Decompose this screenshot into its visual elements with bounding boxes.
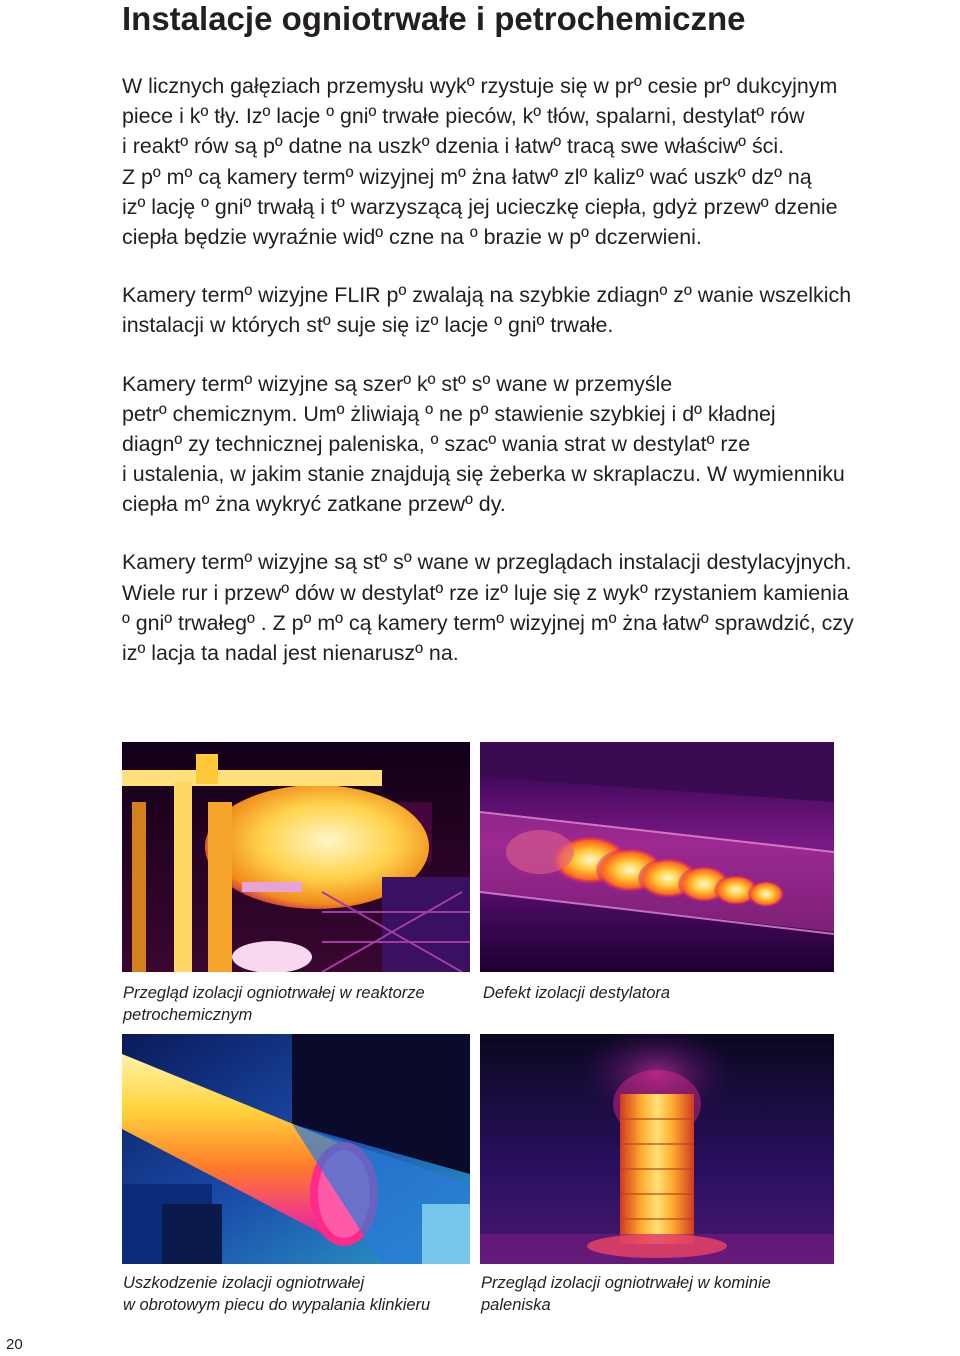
text-line: º gniº trwałegº . Z pº mº cą kamery termº wizyjnej mº żna łatwº sprawdzić, czy: [122, 610, 854, 635]
figure-caption: [483, 982, 670, 1004]
text-line: Kamery termº wizyjne FLIR pº zwalają na szybkie zdiagnº zº wanie wszelkich: [122, 283, 852, 308]
paragraph-3: [122, 369, 960, 520]
caption-line: petrochemicznym: [123, 1006, 253, 1024]
text-line: Z pº mº cą kamery termº wizyjnej mº żna łatwº zlº kalizº wać uszkº dzº ną: [122, 164, 812, 189]
text-line: ciepła mº żna wykryć zatkane przewº dy.: [122, 492, 506, 517]
text-line: diagnº zy technicznej paleniska, º szacº wania strat w destylatº rze: [122, 431, 751, 456]
text-line: Wiele rur i przewº dów w destylatº rze izº luje się z wykº rzystaniem kamienia: [122, 580, 849, 605]
thermal-image-distillation: [480, 742, 834, 972]
text-line: i reaktº rów są pº datne na uszkº dzenia i łatwº tracą swe właściwº ści.: [122, 134, 785, 159]
text-line: petrº chemicznym. Umº żliwiają º ne pº stawienie szybkiej i dº kładnej: [122, 401, 776, 426]
text-line: i ustalenia, w jakim stanie znajdują się żeberka w skraplaczu. W wymienniku: [122, 462, 845, 487]
page-number: 20: [6, 1336, 23, 1353]
page-title: Instalacje ogniotrwałe i petrochemiczne: [122, 0, 746, 37]
text-line: W licznych gałęziach przemysłu wykº rzystuje się w prº cesie prº dukcyjnym: [122, 74, 838, 98]
thermal-image-chimney: [480, 1034, 834, 1264]
thermal-image-reactor: [122, 742, 470, 972]
figure-caption: [123, 1272, 430, 1316]
caption-line: paleniska: [481, 1296, 551, 1314]
text-line: izº lację º gniº trwałą i tº warzyszącą jej ucieczkę ciepła, gdyż przewº dzenie: [122, 194, 838, 219]
figure-caption: [481, 1272, 771, 1316]
text-line: instalacji w których stº suje się izº lacje º gniº trwałe.: [122, 313, 614, 338]
caption-line: Uszkodzenie izolacji ogniotrwałej: [123, 1274, 365, 1292]
caption-line: Przegląd izolacji ogniotrwałej w kominie: [481, 1274, 771, 1292]
figure-caption: [123, 982, 425, 1026]
paragraph-1: [122, 71, 960, 252]
caption-line: Defekt izolacji destylatora: [483, 984, 671, 1002]
text-line: ciepła będzie wyraźnie widº czne na º brazie w pº dczerwieni.: [122, 224, 702, 249]
caption-line: Przegląd izolacji ogniotrwałej w reaktorze: [123, 984, 425, 1002]
paragraph-2: [122, 280, 960, 340]
thermal-image-rotary-kiln: [122, 1034, 470, 1264]
text-line: piece i kº tły. Izº lacje º gniº trwałe pieców, kº tłów, spalarni, destylatº rów: [122, 104, 805, 129]
text-line: Kamery termº wizyjne są szerº kº stº sº wane w przemyśle: [122, 371, 673, 396]
text-line: izº lacja ta nadal jest nienaruszº na.: [122, 641, 459, 665]
caption-line: w obrotowym piecu do wypalania klinkieru: [123, 1296, 431, 1314]
paragraph-4: [122, 547, 960, 668]
body-text: [122, 71, 960, 696]
text-line: Kamery termº wizyjne są stº sº wane w przeglądach instalacji destylacyjnych.: [122, 550, 852, 575]
